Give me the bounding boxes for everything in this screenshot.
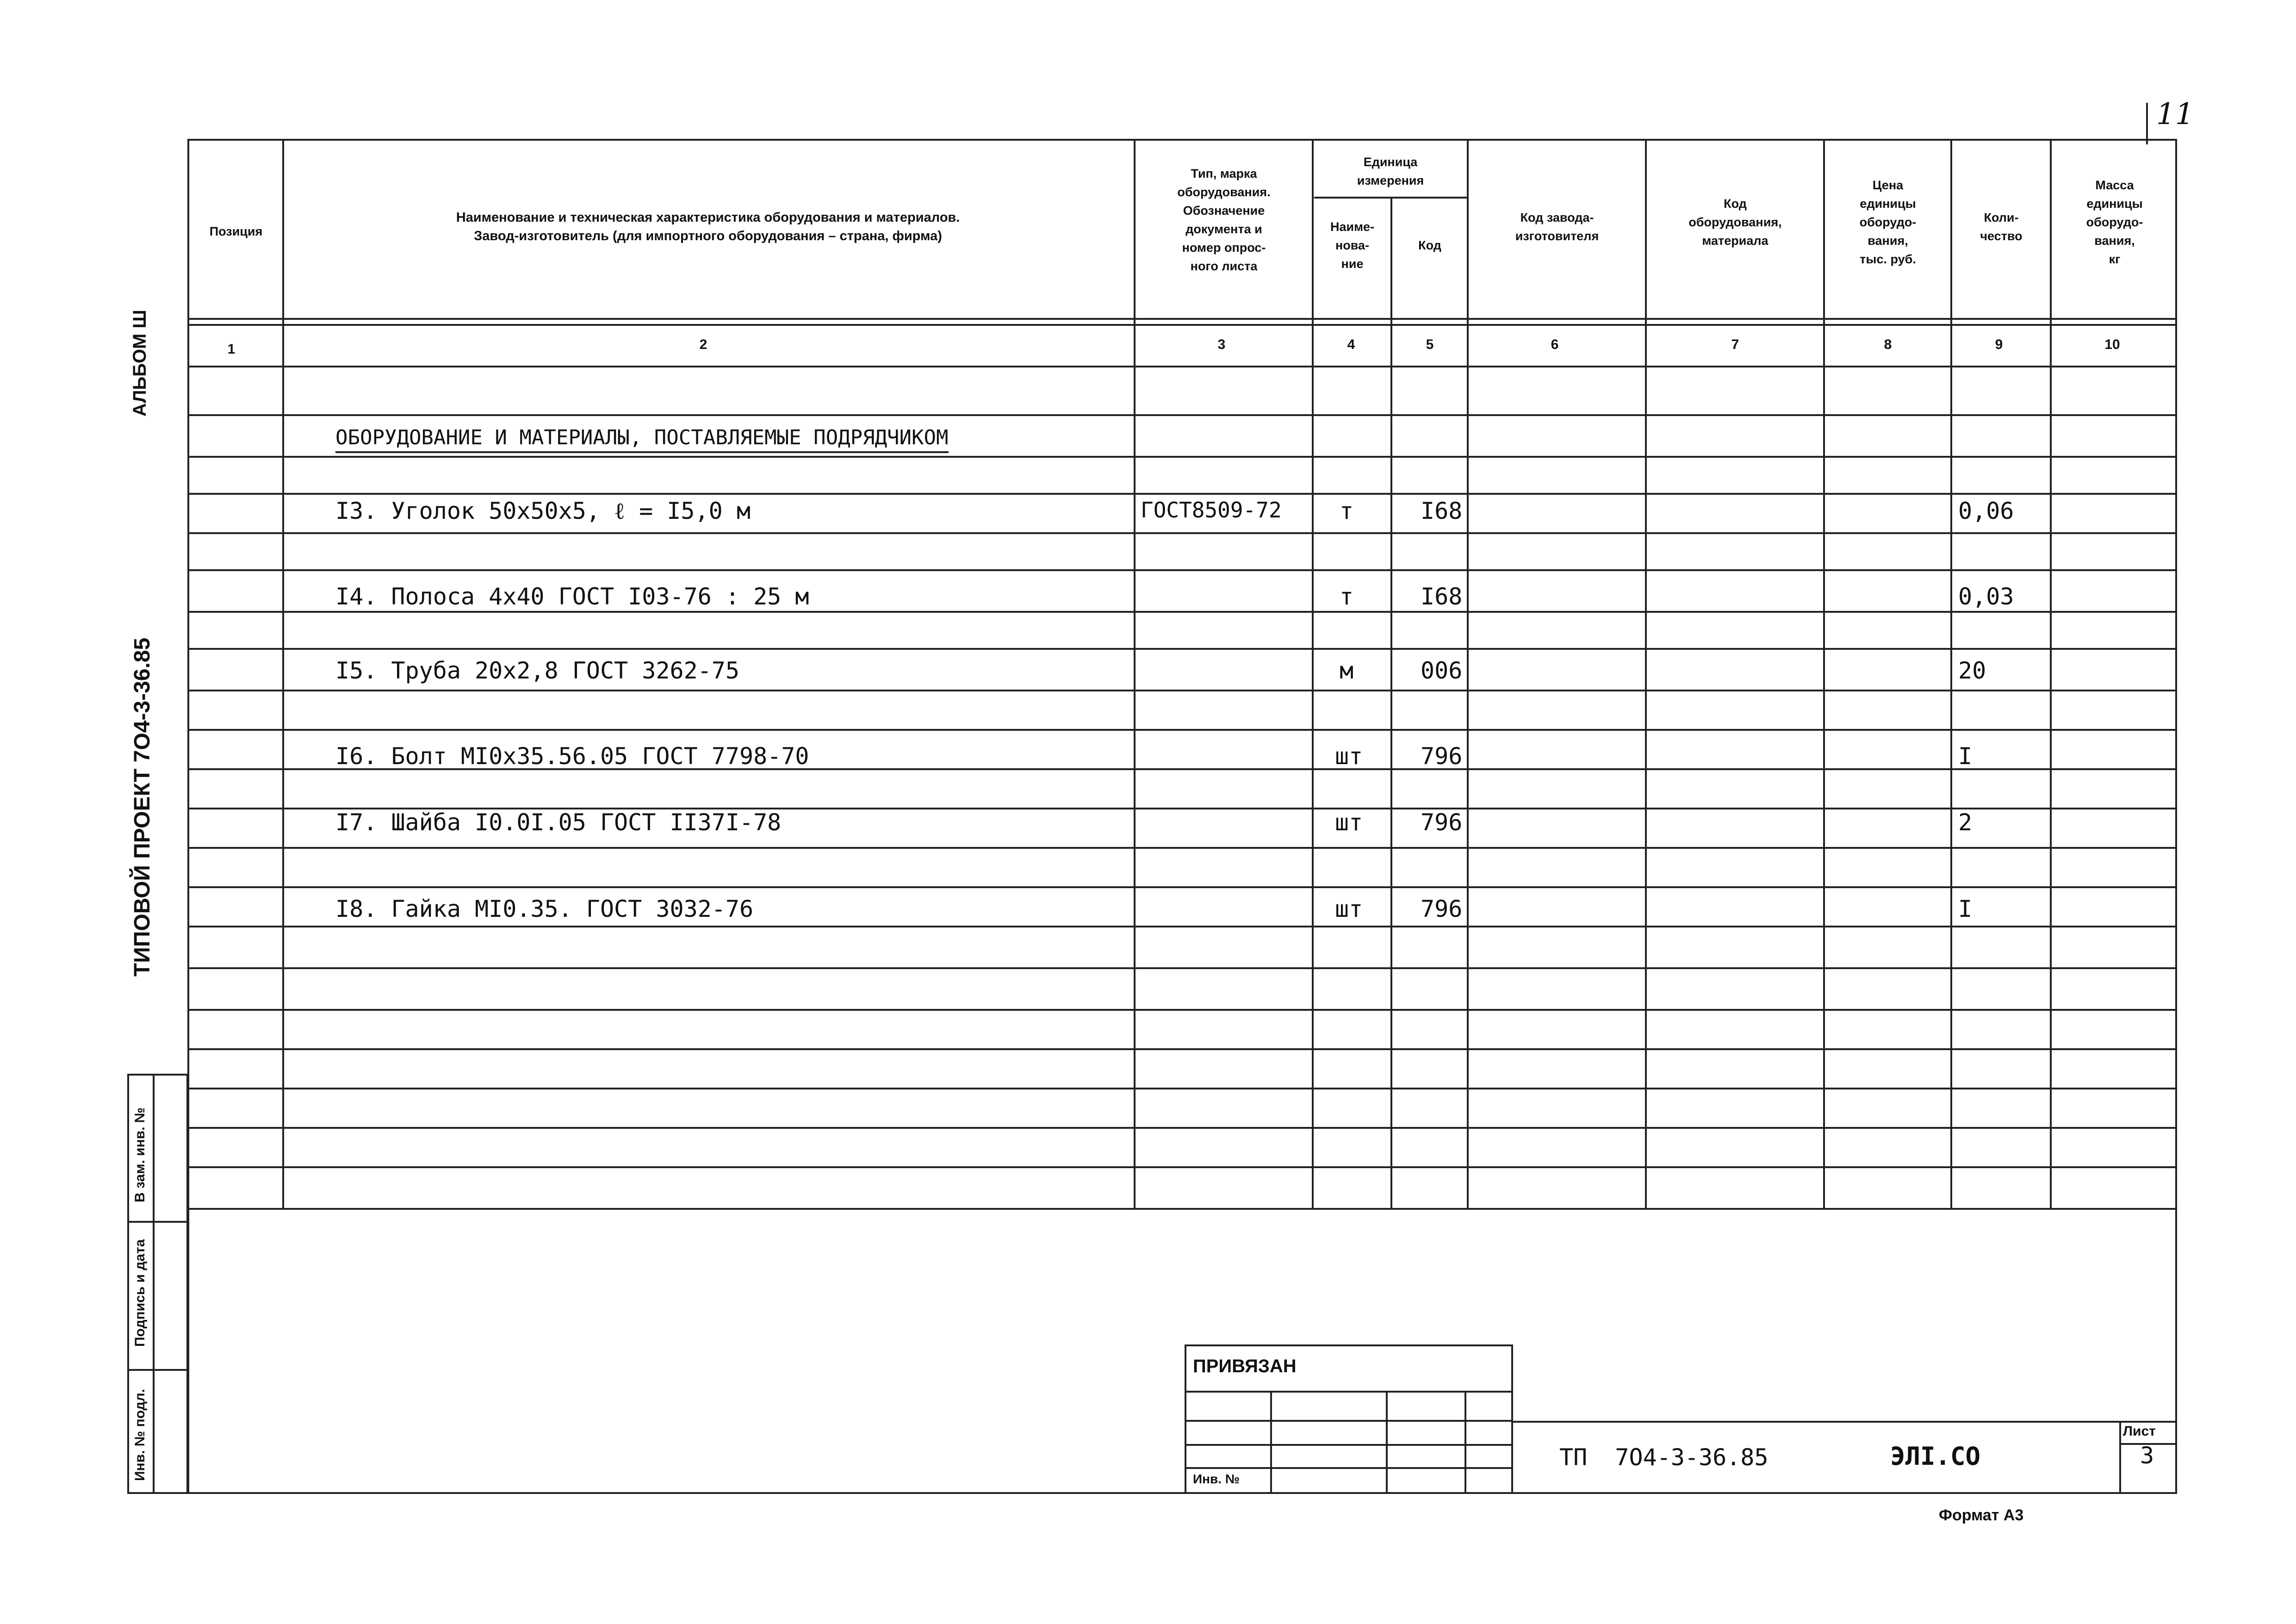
sheet-label: Лист [2123, 1424, 2156, 1439]
item-quantity: 2 [1958, 809, 1973, 836]
item-quantity: 0,06 [1958, 498, 2014, 524]
section-title: ОБОРУДОВАНИЕ И МАТЕРИАЛЫ, ПОСТАВЛЯЕМЫЕ ПОДРЯДЧИКОМ [335, 426, 949, 453]
column-number: 3 [1217, 337, 1226, 352]
column-number: 4 [1347, 337, 1355, 352]
document-number: ТП 7О4-3-36.85 [1559, 1444, 1769, 1471]
item-name: I4. Полоса 4х40 ГОСТ I03-76 : 25 м [335, 583, 809, 610]
item-code: I68 [1421, 583, 1463, 610]
column-number: 8 [1884, 337, 1892, 352]
item-name: I3. Уголок 50х50х5, ℓ = I5,0 м [335, 498, 751, 524]
replacement-stamp: В зам. инв. № [132, 1107, 148, 1202]
column-number: 1 [227, 342, 236, 357]
header-position: Позиция [209, 224, 263, 238]
item-type: ГОСТ8509-72 [1141, 498, 1282, 523]
sheet-number: 3 [2140, 1442, 2154, 1469]
item-name: I5. Труба 20х2,8 ГОСТ 3262-75 [335, 657, 739, 684]
column-number: 2 [699, 337, 707, 352]
item-unit: шт [1335, 809, 1363, 836]
header-price: Цена единицы оборудо- вания, тыс. руб. [1859, 178, 1917, 266]
format-label: Формат А3 [1939, 1506, 2024, 1524]
column-number: 6 [1551, 337, 1559, 352]
item-unit: шт [1335, 743, 1363, 770]
item-unit: т [1340, 498, 1354, 524]
header-factory-code: Код завода- изготовителя [1515, 211, 1599, 243]
column-number: 5 [1426, 337, 1434, 352]
page-number: 11 [2156, 97, 2194, 131]
signature-stamp: Подпись и дата [132, 1239, 148, 1347]
item-unit: т [1340, 583, 1354, 610]
document-code: ЭЛI.СО [1890, 1442, 1981, 1471]
header-unit-name: Наиме- нова- ние [1330, 220, 1375, 271]
item-quantity: I [1958, 743, 1973, 770]
item-code: 796 [1421, 743, 1463, 770]
column-number: 10 [2104, 337, 2120, 352]
attached-label: ПРИВЯЗАН [1193, 1356, 1297, 1376]
item-code: 006 [1421, 657, 1463, 684]
header-equipment-code: Код оборудования, материала [1688, 197, 1782, 248]
item-name: I8. Гайка МI0.35. ГОСТ 3032-76 [335, 896, 754, 922]
item-code: 796 [1421, 896, 1463, 922]
item-code: I68 [1421, 498, 1463, 524]
item-quantity: 0,03 [1958, 583, 2014, 610]
item-name: I7. Шайба I0.0I.05 ГОСТ II37I-78 [335, 809, 782, 836]
header-unit-group: Единица измерения [1357, 155, 1424, 187]
inventory-stamp: Инв. № подл. [132, 1388, 148, 1481]
album-label: АЛЬБОМ Ш [130, 310, 150, 417]
item-name: I6. Болт МI0х35.56.05 ГОСТ 7798-70 [335, 743, 809, 770]
column-number: 9 [1995, 337, 2003, 352]
item-unit: шт [1335, 896, 1363, 922]
item-quantity: 20 [1958, 657, 1986, 684]
item-unit: м [1340, 657, 1354, 684]
header-type: Тип, марка оборудования. Обозначение документа и номер опрос- ного листа [1177, 167, 1271, 273]
project-label: ТИПОВОЙ ПРОЕКТ 7О4-3-36.85 [130, 637, 155, 977]
header-mass: Масса единицы оборудо- вания, кг [2086, 178, 2143, 266]
header-name: Наименование и техническая характеристика оборудования и материалов. Завод-изготовитель (для импортного оборудования – страна, фирма) [456, 210, 960, 243]
header-unit-code: Код [1418, 238, 1441, 252]
item-quantity: I [1958, 896, 1973, 922]
header-quantity: Коли- чество [1980, 211, 2023, 243]
inv-label: Инв. № [1193, 1472, 1240, 1486]
column-number: 7 [1731, 337, 1739, 352]
item-code: 796 [1421, 809, 1463, 836]
